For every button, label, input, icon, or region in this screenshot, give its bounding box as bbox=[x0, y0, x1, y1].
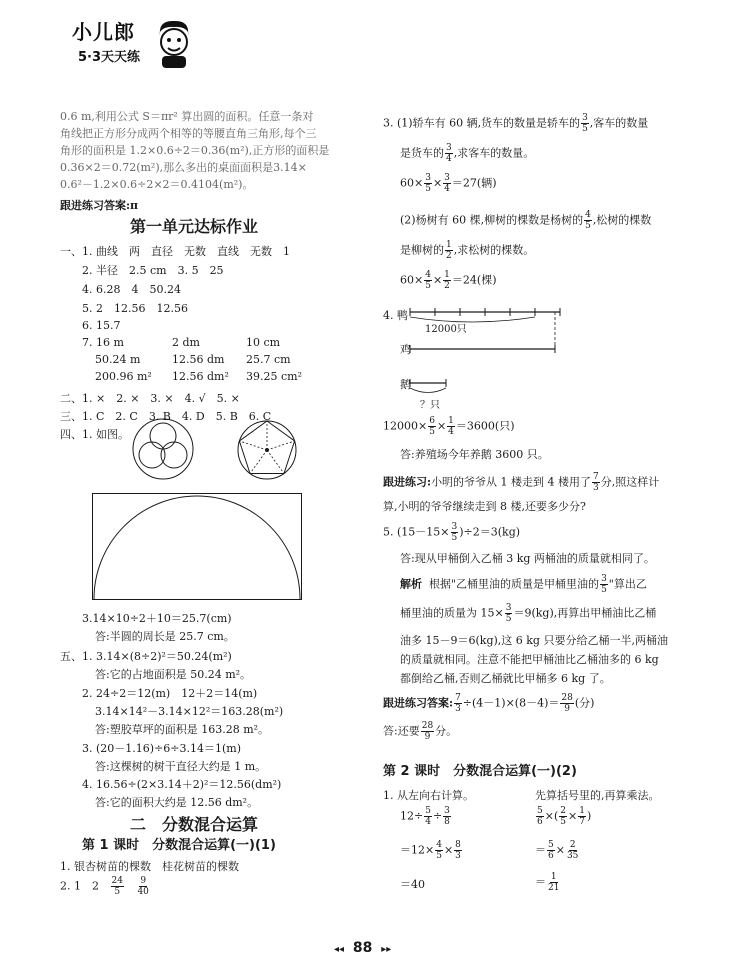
pentagon-circle-figure bbox=[232, 416, 302, 482]
lesson-2-title: 第 2 课时 分数混合运算(一)(2) bbox=[383, 764, 577, 779]
lesson2-a1: 12÷ $\frac{5}{4}$ ÷ $\frac{3}{8}$ bbox=[400, 806, 450, 827]
r-q4-goose: 鹅 bbox=[400, 378, 411, 391]
r-q5-answer: 答:现从甲桶倒入乙桶 3 kg 两桶油的质量就相同了。 bbox=[400, 552, 655, 565]
intro-line-4: 0.36×2＝0.72(m²),那么多出的桌面面积是3.14× bbox=[60, 161, 307, 174]
lesson2-b2: ＝ $\frac{5}{6}$ × $\frac{2}{35}$ bbox=[535, 840, 579, 861]
q5-line-3: 2. 24÷2＝12(m) 12＋2＝14(m) bbox=[82, 687, 258, 700]
r-q4-answer: 答:养殖场今年养鹅 3600 只。 bbox=[400, 448, 549, 461]
q1-line-7b: 12.56 dm bbox=[172, 353, 225, 366]
q5-line-7: 答:这棵树的树干直径大约是 1 m。 bbox=[95, 760, 267, 773]
q5-line-5: 答:塑胶草坪的面积是 163.28 m²。 bbox=[95, 723, 270, 736]
r-q4-total: 12000只 bbox=[425, 324, 467, 335]
lesson1-q2-fraction-1: $\frac{24}{5}$ bbox=[111, 876, 123, 897]
brand-subtitle: 5·3天天练 bbox=[78, 50, 141, 65]
r-q3-1b: 是货车的 $\frac{3}{4}$ ,求客车的数量。 bbox=[400, 143, 535, 164]
r-q3-2a: (2)杨树有 60 棵,柳树的棵数是杨树的 $\frac{4}{5}$ ,松树的棵数 bbox=[400, 210, 652, 231]
q4-answer: 答:半圆的周长是 25.7 cm。 bbox=[95, 630, 235, 643]
q1-line-8c: 39.25 cm² bbox=[246, 370, 302, 383]
q2-line: 二、1. × 2. × 3. × 4. √ 5. × bbox=[60, 392, 240, 405]
q5-line-9: 答:它的面积大约是 12.56 dm²。 bbox=[95, 796, 259, 809]
lesson1-q2-prefix: 2. 1 2 bbox=[60, 879, 99, 893]
r-q3-1a: 3. (1)轿车有 60 辆,货车的数量是轿车的 $\frac{3}{5}$ ,客车的数量 bbox=[383, 113, 649, 134]
semicircle-rectangle-figure bbox=[92, 493, 302, 600]
page-number: 88 bbox=[352, 940, 373, 956]
lesson1-q2-fraction-2: $\frac{9}{40}$ bbox=[137, 876, 149, 897]
q5-line-2: 答:它的占地面积是 50.24 m²。 bbox=[95, 668, 252, 681]
r-q5-explain-5: 都倒给乙桶,否则乙桶就比甲桶多 6 kg 了。 bbox=[400, 672, 611, 685]
lesson2-a2: ＝12× $\frac{4}{5}$ × $\frac{8}{3}$ bbox=[400, 840, 461, 861]
r-follow-answer-2: 答:还要 $\frac{28}{9}$ 分。 bbox=[383, 721, 458, 742]
r-q3-2c: 60× $\frac{4}{5}$ × $\frac{1}{2}$ ＝24(棵) bbox=[400, 270, 497, 291]
intro-line-5: 0.6²－1.2×0.6÷2×2＝0.4104(m²)。 bbox=[60, 178, 254, 191]
lesson2-b1: $\frac{5}{6}$ ×( $\frac{2}{5}$ × $\frac{1}{7}$ ) bbox=[537, 806, 592, 827]
q1-line-7a: 50.24 m bbox=[95, 353, 141, 366]
r-q5-calc: 5. (15－15× $\frac{3}{5}$ )÷2＝3(kg) bbox=[383, 522, 521, 543]
r-q5-explain-3: 油多 15－9＝6(kg),这 6 kg 只要分给乙桶一半,两桶油 bbox=[400, 634, 668, 647]
lesson2-a3: ＝40 bbox=[400, 878, 425, 891]
q5-line-8: 4. 16.56÷(2×3.14＋2)²＝12.56(dm²) bbox=[82, 778, 282, 791]
intro-line-3: 角形的面积是 1.2×0.6÷2＝0.36(m²),正方形的面积是 bbox=[60, 144, 330, 157]
prev-page-icon[interactable]: ◂◂ bbox=[333, 944, 345, 955]
r-q5-explain-2: 桶里油的质量为 15× $\frac{3}{5}$ ＝9(kg),再算出甲桶油比乙桶 bbox=[400, 603, 657, 624]
q1-line-6c: 10 cm bbox=[246, 336, 281, 349]
next-page-icon[interactable]: ▸▸ bbox=[381, 944, 392, 955]
unit-title: 第一单元达标作业 bbox=[130, 217, 259, 236]
lesson1-q1: 1. 银杏树苗的棵数 桂花树苗的棵数 bbox=[60, 860, 239, 873]
q1-line-4: 5. 2 12.56 12.56 bbox=[82, 302, 188, 315]
r-q5-explain-4: 的质量就相同。注意不能把甲桶油比乙桶油多的 6 kg bbox=[400, 653, 659, 666]
r-q5-explain-1: 解析 根据"乙桶里油的质量是甲桶里油的 $\frac{3}{5}$ "算出乙 bbox=[400, 574, 647, 595]
lesson2-q1: 1. 从左向右计算。 bbox=[383, 789, 474, 802]
mascot-face-icon bbox=[154, 18, 194, 70]
lesson-1-title: 第 1 课时 分数混合运算(一)(1) bbox=[82, 838, 276, 853]
q1-line-6b: 2 dm bbox=[172, 336, 200, 349]
segment-diagram bbox=[410, 305, 570, 405]
follow-answer-label: 跟进练习答案:π bbox=[60, 199, 139, 212]
r-q4-calc: 12000× $\frac{6}{5}$ × $\frac{1}{4}$ ＝3600(只) bbox=[383, 416, 515, 437]
lesson2-q1-right: 先算括号里的,再算乘法。 bbox=[535, 789, 660, 802]
intro-line-2: 角线把正方形分成两个相等的等腰直角三角形,每个三 bbox=[60, 127, 317, 140]
page-footer bbox=[330, 940, 395, 956]
q1-line-8b: 12.56 dm² bbox=[172, 370, 229, 383]
lesson2-b3: ＝ $\frac{1}{21}$ bbox=[535, 872, 560, 893]
intro-line-1: 0.6 m,利用公式 S＝πr² 算出圆的面积。任意一条对 bbox=[60, 110, 314, 123]
brand-logo bbox=[72, 16, 182, 76]
lesson1-q2 bbox=[60, 876, 151, 897]
r-q4-chicken: 鸡 bbox=[400, 343, 411, 356]
r-q3-1c: 60× $\frac{3}{5}$ × $\frac{3}{4}$ ＝27(辆) bbox=[400, 173, 497, 194]
q1-label: 一、1. 曲线 两 直径 无数 直线 无数 1 bbox=[60, 245, 290, 258]
q5-line-1: 五、1. 3.14×(8÷2)²＝50.24(m²) bbox=[60, 650, 232, 663]
r-follow-answer: 跟进练习答案: $\frac{7}{3}$ ÷(4－1)×(8－4)＝ $\frac{28}{9}$ (分) bbox=[383, 693, 595, 714]
r-follow-1: 跟进练习:小明的爷爷从 1 楼走到 4 楼用了 $\frac{7}{3}$ 分,照这样计 bbox=[383, 472, 660, 493]
r-q4-unknown: ？只 bbox=[420, 400, 440, 411]
brand-title: 小儿郎 bbox=[72, 20, 135, 44]
section-2-title: 二 分数混合运算 bbox=[130, 815, 259, 834]
q1-line-7c: 25.7 cm bbox=[246, 353, 291, 366]
q4-line: 四、1. 如图。 bbox=[60, 428, 129, 441]
q5-line-6: 3. (20－1.16)÷6÷3.14＝1(m) bbox=[82, 742, 242, 755]
r-q3-2b: 是柳树的 $\frac{1}{2}$ ,求松树的棵数。 bbox=[400, 240, 535, 261]
q1-line-3: 4. 6.28 4 50.24 bbox=[82, 283, 181, 296]
q1-line-5: 6. 15.7 bbox=[82, 319, 121, 332]
q1-line-6a: 7. 16 m bbox=[82, 336, 124, 349]
q1-line-2: 2. 半径 2.5 cm 3. 5 25 bbox=[82, 264, 224, 277]
three-circles-figure bbox=[128, 418, 198, 480]
r-q4-label: 4. 鸭 bbox=[383, 309, 408, 322]
q3-line: 三、1. C 2. C 3. B 4. D 5. B 6. C bbox=[60, 410, 272, 423]
q1-line-8a: 200.96 m² bbox=[95, 370, 152, 383]
q5-line-4: 3.14×14²－3.14×12²＝163.28(m²) bbox=[95, 705, 284, 718]
r-follow-1b: 算,小明的爷爷继续走到 8 楼,还要多少分? bbox=[383, 500, 586, 513]
q4-calc: 3.14×10÷2＋10＝25.7(cm) bbox=[82, 612, 232, 625]
